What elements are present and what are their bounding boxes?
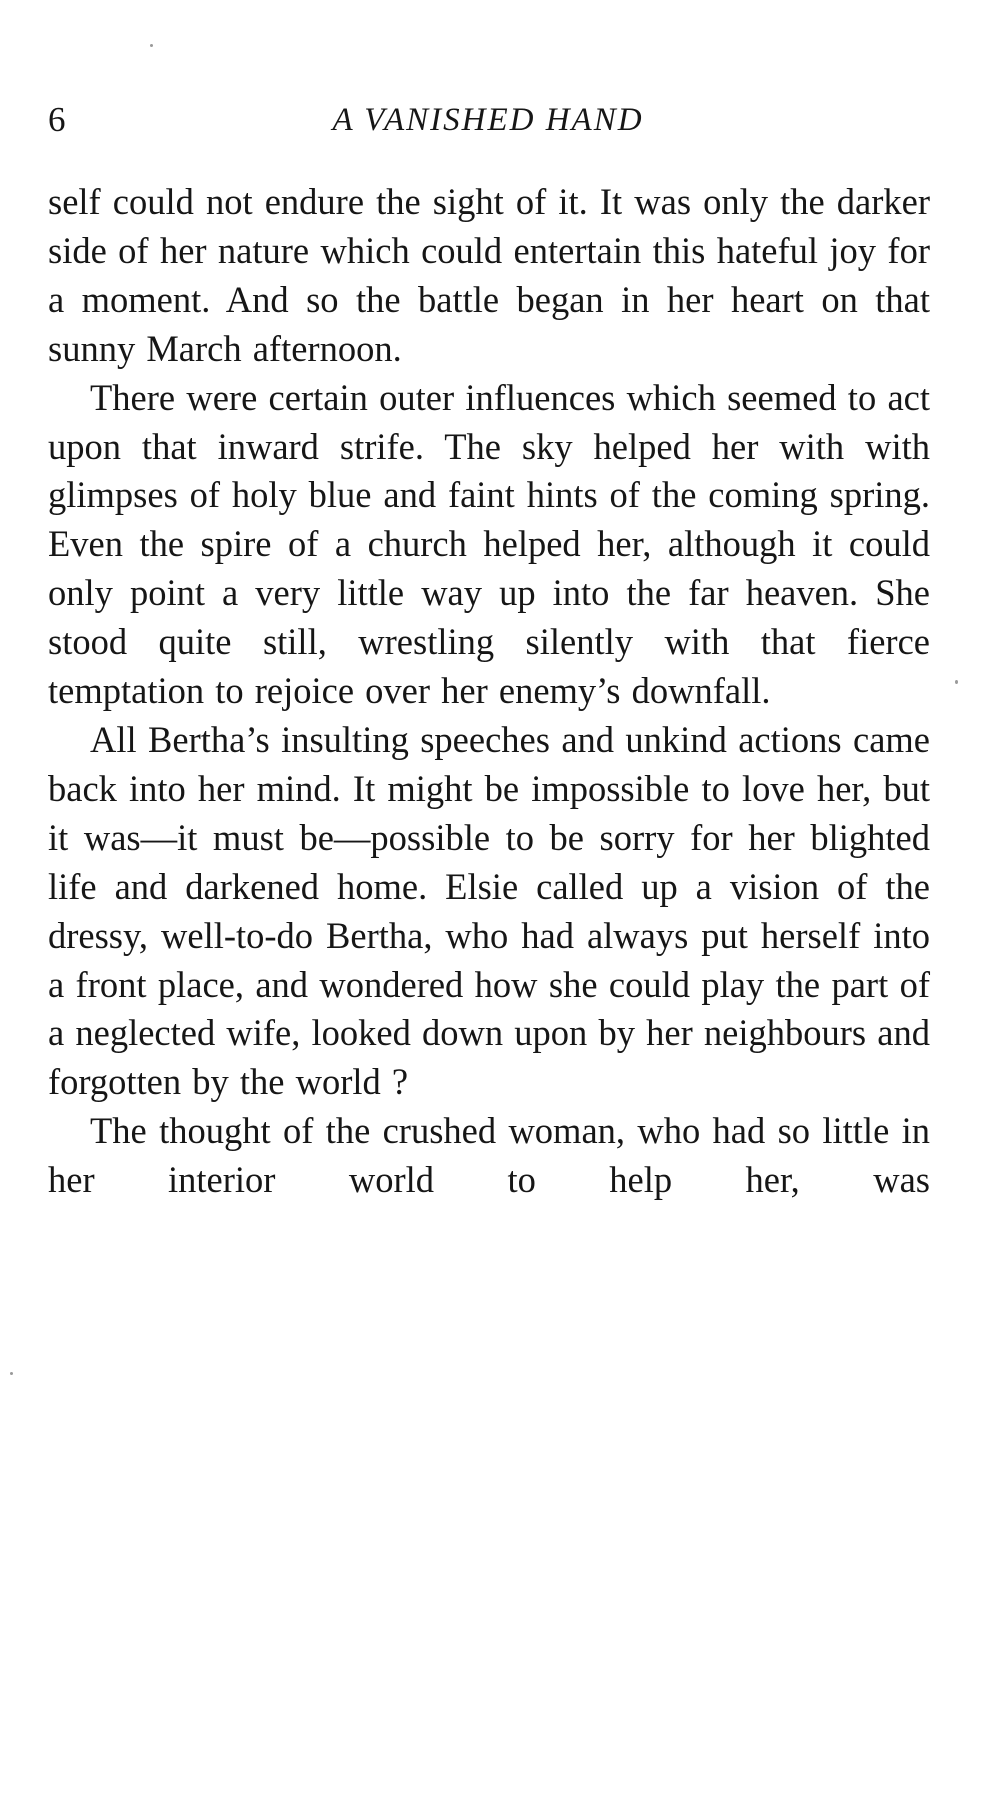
page-number: 6	[48, 100, 66, 139]
paragraph-3: All Bertha’s insulting speeches and unkind actions came back into her mind. It might be impossible to love her, but it was—it must be—possible to be sorry for her blighted life and darkened home. Elsie called up a vision of the dressy, well-to-do Bertha, who had always put herself into a front place, and wondered how she could play the part of a neglected wife, looked down upon by her neighbours and forgotten by the world ?	[48, 718, 930, 1103]
page-header	[48, 98, 928, 142]
paragraph-4: The thought of the crushed woman, who had so little in her interior world to help her, was	[48, 1110, 930, 1201]
paragraph-1: self could not endure the sight of it. It was only the darker side of her nature which could entertain this hateful joy for a moment. And so the battle began in her heart on that sunny March afternoon.	[48, 181, 930, 369]
body-text	[48, 178, 930, 1205]
paper-speck	[955, 680, 958, 684]
paragraph-2: There were certain outer influences which seemed to act upon that inward strife. The sky helped her with with glimpses of holy blue and faint hints of the coming spring. Even the spire of a church helped her, although it could only point a very little way up into the far heaven. She stood quite still, wrestling silently with that fierce temptation to rejoice over her enemy’s downfall.	[48, 376, 930, 712]
paper-speck	[10, 1372, 13, 1375]
running-title: A VANISHED HAND	[332, 102, 644, 138]
paper-speck	[150, 44, 153, 47]
